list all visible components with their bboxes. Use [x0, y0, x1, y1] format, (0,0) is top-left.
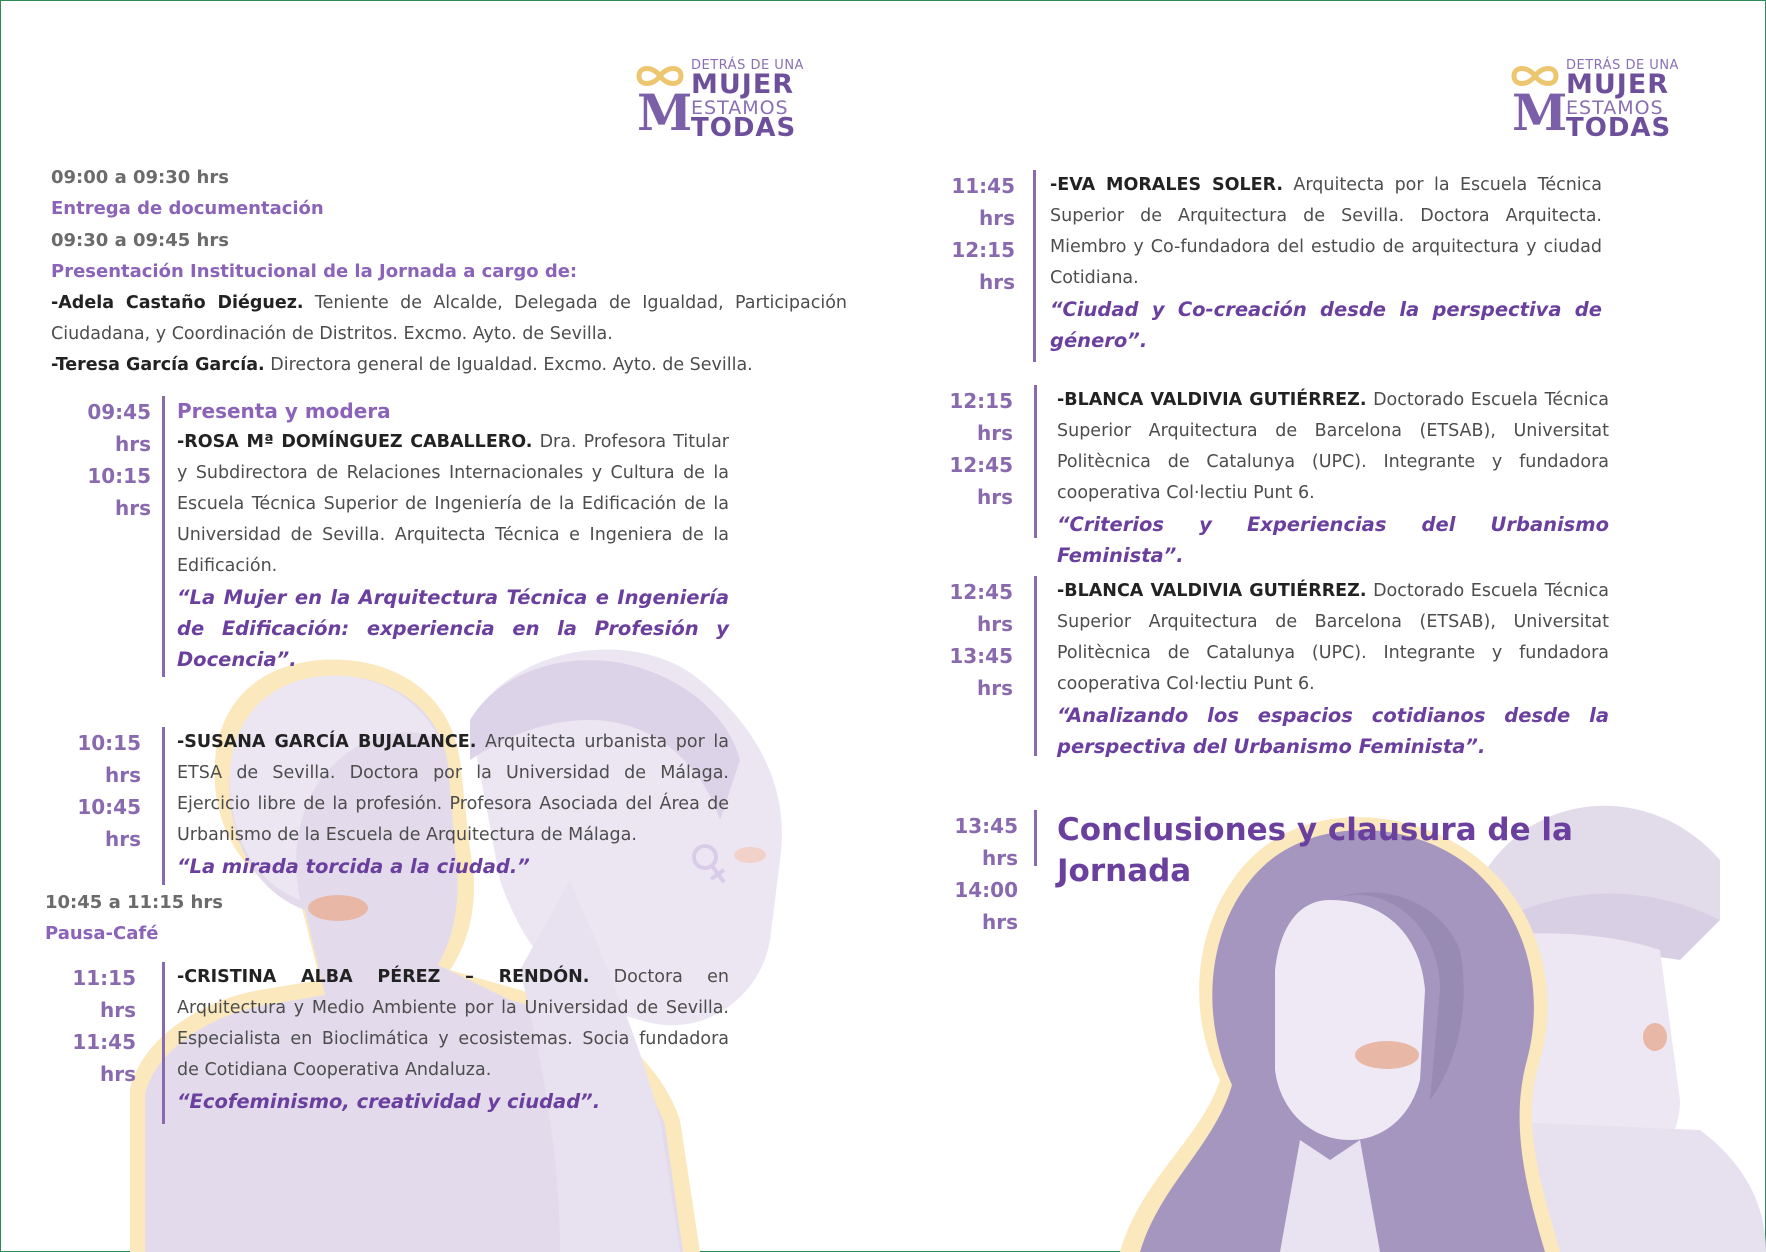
logo-line3: ESTAMOS — [691, 97, 789, 119]
presenter-2-role: Directora general de Igualdad. Excmo. Ayto. de Sevilla. — [264, 355, 753, 375]
logo-line4: TODAS — [1566, 113, 1672, 143]
session-end: 11:45 hrs — [72, 1030, 136, 1086]
session-body — [177, 962, 729, 1117]
session-divider — [1034, 385, 1037, 538]
label-pause: Pausa-Café — [45, 923, 159, 944]
speaker-bio: Doctorado Escuela Técnica Superior Arquitectura de Barcelona (ETSAB), Universitat Politècnica de Catalunya (UPC). Integrante y fundadora cooperativa Col·lectiu Punt 6. — [1057, 390, 1610, 503]
presenter-1-role: Teniente de Alcalde, Delegada de Igualdad, Participación Ciudadana, y Coordinación de Distritos. Excmo. Ayto. de Sevilla. — [51, 293, 847, 344]
session-end: 10:45 hrs — [77, 795, 141, 851]
presenter-2-name: -Teresa García García. — [51, 355, 265, 375]
talk-title: “Ciudad y Co-creación desde la perspectiva de género”. — [1050, 298, 1602, 352]
speaker-name: -SUSANA GARCÍA BUJALANCE. — [177, 732, 477, 752]
session-time — [928, 576, 1013, 704]
logo-left — [635, 58, 805, 143]
speaker-name: -BLANCA VALDIVIA GUTIÉRREZ. — [1057, 581, 1367, 601]
talk-title: “Ecofeminismo, creatividad y ciudad”. — [177, 1090, 601, 1113]
presenter-2 — [51, 350, 847, 381]
session-start: 11:15 hrs — [72, 966, 136, 1022]
speaker-name: -BLANCA VALDIVIA GUTIÉRREZ. — [1057, 390, 1367, 410]
session-divider — [1034, 576, 1037, 756]
session-start: 09:45 hrs — [87, 400, 151, 456]
logo-line4: TODAS — [691, 113, 797, 143]
session-divider — [1034, 810, 1037, 866]
session-body — [1057, 810, 1697, 892]
session-start: 11:45 hrs — [951, 174, 1015, 230]
speaker-name: -ROSA Mª DOMÍNGUEZ CABALLERO. — [177, 432, 533, 452]
speaker-bio: Doctora en Arquitectura y Medio Ambiente por la Universidad de Sevilla. Especialista en Bioclimática y ecosistemas. Socia fundadora de Cotidiana Cooperativa Andaluza. — [177, 967, 729, 1080]
speaker-bio: Dra. Profesora Titular y Subdirectora de Relaciones Internacionales y Cultura de la Escuela Técnica Superior de Ingeniería de la Edificación de la Universidad de Sevilla. Arquitecta Técnica e Ingeniera de la Edificación. — [177, 432, 729, 576]
session-divider — [162, 727, 165, 885]
session-start: 12:45 hrs — [949, 580, 1013, 636]
session-start: 13:45 hrs — [954, 814, 1018, 870]
session-body — [1057, 576, 1609, 762]
session-time — [51, 727, 141, 855]
session-body — [177, 396, 729, 675]
conclusions-heading: Conclusiones y clausura de la Jornada — [1057, 812, 1573, 889]
logo-line3: ESTAMOS — [1566, 97, 1664, 119]
speaker-bio: Arquitecta por la Escuela Técnica Superior de Arquitectura de Sevilla. Doctora Arquitecta. Miembro y Co-fundadora del estudio de arquitectura y ciudad Cotidiana. — [1050, 175, 1603, 288]
session-start: 10:15 hrs — [77, 731, 141, 787]
logo-line1: DETRÁS DE UNA — [1566, 58, 1679, 73]
time-pause: 10:45 a 11:15 hrs — [45, 892, 223, 913]
session-time — [51, 962, 136, 1090]
logo-line2: MUJER — [691, 69, 795, 100]
session-end: 13:45 hrs — [949, 644, 1013, 700]
session-end: 12:45 hrs — [949, 453, 1013, 509]
session-start: 12:15 hrs — [949, 389, 1013, 445]
session-time — [930, 170, 1015, 298]
label-documentation: Entrega de documentación — [51, 198, 324, 219]
session-time — [928, 385, 1013, 513]
session-end: 10:15 hrs — [87, 464, 151, 520]
session-time — [928, 810, 1018, 938]
logo-line1: DETRÁS DE UNA — [691, 58, 804, 73]
session-heading: Presenta y modera — [177, 399, 391, 423]
session-divider — [162, 962, 165, 1124]
talk-title: “Criterios y Experiencias del Urbanismo Feminista”. — [1057, 513, 1609, 567]
session-time — [51, 396, 151, 524]
session-divider — [1033, 170, 1036, 362]
time-0930: 09:30 a 09:45 hrs — [51, 230, 229, 251]
session-body — [1057, 385, 1609, 571]
session-body — [177, 727, 729, 882]
talk-title: “Analizando los espacios cotidianos desde la perspectiva del Urbanismo Feminista”. — [1057, 704, 1609, 758]
talk-title: “La Mujer en la Arquitectura Técnica e Ingeniería de Edificación: experiencia en la Profesión y Docencia”. — [177, 586, 729, 671]
speaker-bio: Doctorado Escuela Técnica Superior Arquitectura de Barcelona (ETSAB), Universitat Politècnica de Catalunya (UPC). Integrante y fundadora cooperativa Col·lectiu Punt 6. — [1057, 581, 1610, 694]
session-body — [1050, 170, 1602, 356]
speaker-name: -CRISTINA ALBA PÉREZ – RENDÓN. — [177, 967, 590, 987]
session-divider — [162, 396, 165, 677]
presenter-1 — [51, 288, 847, 350]
logo-m: M — [1512, 83, 1568, 142]
session-end: 14:00 hrs — [954, 878, 1018, 934]
logo-right — [1510, 58, 1680, 143]
presenter-1-name: -Adela Castaño Diéguez. — [51, 293, 304, 313]
logo-m: M — [637, 83, 693, 142]
time-0900: 09:00 a 09:30 hrs — [51, 167, 229, 188]
speaker-name: -EVA MORALES SOLER. — [1050, 175, 1284, 195]
label-presentation: Presentación Institucional de la Jornada a cargo de: — [51, 261, 578, 282]
talk-title: “La mirada torcida a la ciudad.” — [177, 855, 530, 878]
speaker-bio: Arquitecta urbanista por la ETSA de Sevilla. Doctora por la Universidad de Málaga. Ejercicio libre de la profesión. Profesora Asociada del Área de Urbanismo de la Escuela de Arquitectura de Málaga. — [177, 732, 729, 845]
logo-line2: MUJER — [1566, 69, 1670, 100]
session-end: 12:15 hrs — [951, 238, 1015, 294]
